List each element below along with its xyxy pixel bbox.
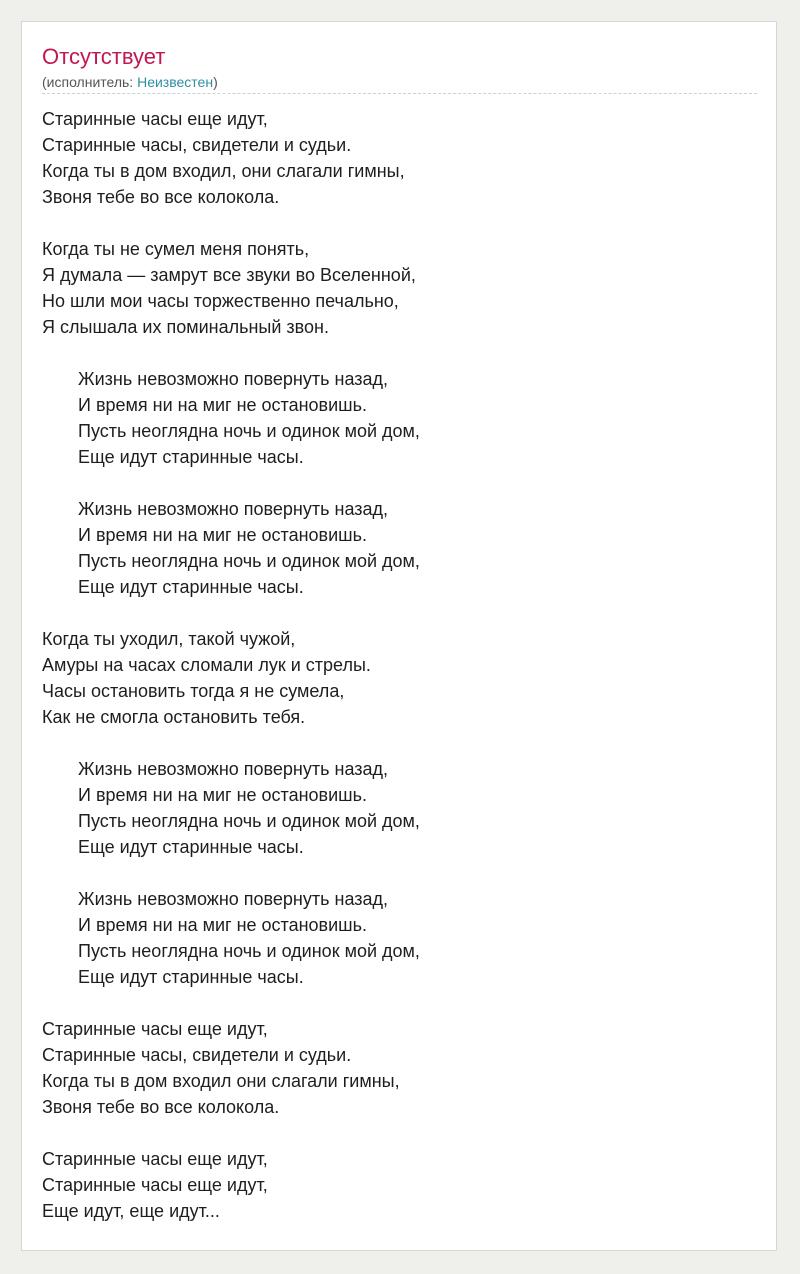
verse-stanza <box>42 1016 757 1120</box>
lyric-line: Еще идут старинные часы. <box>78 837 304 857</box>
lyric-line: Пусть неоглядна ночь и одинок мой дом, <box>78 941 420 961</box>
lyric-line: Я слышала их поминальный звон. <box>42 317 329 337</box>
song-header <box>42 44 757 91</box>
verse-stanza <box>42 1146 757 1224</box>
lyric-line: Еще идут старинные часы. <box>78 447 304 467</box>
lyric-line: Жизнь невозможно повернуть назад, <box>78 499 389 519</box>
chorus-stanza <box>42 366 757 470</box>
lyric-line: Старинные часы, свидетели и судьи. <box>42 135 352 155</box>
lyric-line: Часы остановить тогда я не сумела, <box>42 681 345 701</box>
lyric-line: Жизнь невозможно повернуть назад, <box>78 889 389 909</box>
artist-line <box>42 73 757 91</box>
lyric-line: Я думала — замрут все звуки во Вселенной, <box>42 265 416 285</box>
chorus-stanza <box>42 886 757 990</box>
chorus-stanza <box>42 496 757 600</box>
lyric-line: Старинные часы еще идут, <box>42 1149 268 1169</box>
lyric-line: Звоня тебе во все колокола. <box>42 1097 280 1117</box>
header-divider <box>42 93 757 94</box>
verse-stanza <box>42 106 757 210</box>
chorus-stanza <box>42 756 757 860</box>
artist-suffix: ) <box>213 74 218 90</box>
lyric-line: Пусть неоглядна ночь и одинок мой дом, <box>78 421 420 441</box>
lyric-line: Старинные часы еще идут, <box>42 1175 268 1195</box>
lyric-line: Еще идут старинные часы. <box>78 967 304 987</box>
lyric-line: Жизнь невозможно повернуть назад, <box>78 369 389 389</box>
song-title: Отсутствует <box>42 44 166 69</box>
lyrics-card <box>21 21 777 1251</box>
lyric-line: Когда ты не сумел меня понять, <box>42 239 310 259</box>
lyric-line: Старинные часы еще идут, <box>42 1019 268 1039</box>
lyric-line: И время ни на миг не остановишь. <box>78 915 367 935</box>
lyric-line: Еще идут, еще идут... <box>42 1201 220 1221</box>
lyric-line: Но шли мои часы торжественно печально, <box>42 291 399 311</box>
lyric-line: Еще идут старинные часы. <box>78 577 304 597</box>
lyric-line: И время ни на миг не остановишь. <box>78 785 367 805</box>
lyric-line: Звоня тебе во все колокола. <box>42 187 280 207</box>
lyric-line: Как не смогла остановить тебя. <box>42 707 306 727</box>
artist-link[interactable]: Неизвестен <box>137 74 214 90</box>
artist-prefix: (исполнитель: <box>42 74 138 90</box>
lyric-line: Пусть неоглядна ночь и одинок мой дом, <box>78 551 420 571</box>
lyric-line: Старинные часы, свидетели и судьи. <box>42 1045 352 1065</box>
lyric-line: Старинные часы еще идут, <box>42 109 268 129</box>
lyric-line: Когда ты уходил, такой чужой, <box>42 629 296 649</box>
lyric-line: Когда ты в дом входил, они слагали гимны, <box>42 161 405 181</box>
lyric-line: Когда ты в дом входил они слагали гимны, <box>42 1071 400 1091</box>
lyrics-text <box>42 106 757 1250</box>
lyric-line: И время ни на миг не остановишь. <box>78 525 367 545</box>
verse-stanza <box>42 236 757 340</box>
lyric-line: Амуры на часах сломали лук и стрелы. <box>42 655 371 675</box>
lyric-line: И время ни на миг не остановишь. <box>78 395 367 415</box>
lyric-line: Пусть неоглядна ночь и одинок мой дом, <box>78 811 420 831</box>
lyric-line: Жизнь невозможно повернуть назад, <box>78 759 389 779</box>
verse-stanza <box>42 626 757 730</box>
